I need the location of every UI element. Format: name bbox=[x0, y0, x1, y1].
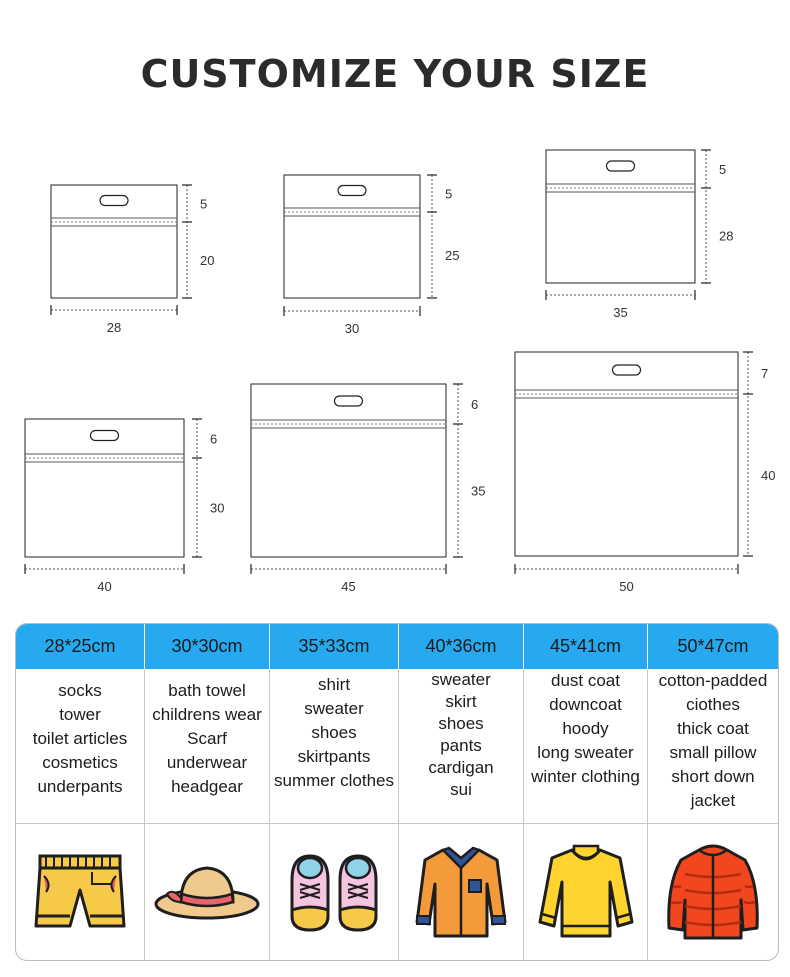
size-header: 35*33cm bbox=[270, 624, 399, 669]
sneakers-icon bbox=[286, 850, 382, 934]
flap-height-label: 6 bbox=[210, 431, 218, 447]
flap-height-label: 5 bbox=[445, 186, 453, 202]
width-label: 30 bbox=[344, 321, 360, 336]
bag-outline bbox=[251, 384, 446, 557]
handle-hole bbox=[338, 186, 366, 196]
icon-cell bbox=[145, 824, 270, 960]
shorts-icon bbox=[32, 850, 128, 934]
bag-outline bbox=[515, 352, 738, 556]
body-height-label: 25 bbox=[445, 248, 460, 263]
icon-cell bbox=[399, 824, 524, 960]
icons-row bbox=[16, 824, 778, 960]
item-text: ciothes bbox=[686, 695, 740, 714]
items-cell bbox=[16, 669, 145, 823]
width-label: 28 bbox=[106, 320, 122, 335]
item-text: summer clothes bbox=[274, 771, 394, 790]
item-text: thick coat bbox=[677, 719, 749, 738]
body-height-label: 35 bbox=[471, 483, 486, 499]
flap-height-label: 5 bbox=[719, 162, 727, 177]
item-text: pants bbox=[440, 736, 482, 755]
handle-hole bbox=[91, 431, 119, 441]
item-text: childrens wear bbox=[152, 705, 262, 724]
item-text: shirt bbox=[317, 675, 351, 694]
shirt-icon bbox=[413, 844, 509, 940]
item-text: underwear bbox=[166, 753, 248, 772]
flap-height-label: 7 bbox=[761, 366, 769, 381]
flap-height-label: 5 bbox=[200, 196, 208, 212]
icon-cell bbox=[524, 824, 648, 960]
item-text: sui bbox=[450, 780, 472, 799]
handle-hole bbox=[335, 396, 363, 406]
item-text: hoody bbox=[562, 719, 609, 738]
items-cell bbox=[648, 669, 778, 823]
item-text: shoes bbox=[311, 723, 357, 742]
item-text: toilet articles bbox=[32, 729, 128, 748]
item-text: winter clothing bbox=[531, 767, 640, 786]
item-text: headgear bbox=[171, 777, 243, 796]
item-text: cosmetics bbox=[42, 753, 118, 772]
sun-hat-icon bbox=[153, 862, 261, 922]
item-text: long sweater bbox=[537, 743, 634, 762]
body-height-label: 28 bbox=[719, 228, 734, 244]
size-header-row bbox=[16, 624, 778, 669]
size-header: 40*36cm bbox=[399, 624, 524, 669]
size-header: 50*47cm bbox=[677, 636, 749, 656]
handle-hole bbox=[613, 365, 641, 375]
size-table bbox=[15, 623, 779, 961]
item-text: skirtpants bbox=[297, 747, 371, 766]
width-label: 35 bbox=[613, 305, 628, 320]
item-text: cardigan bbox=[428, 758, 494, 777]
width-label: 40 bbox=[97, 579, 112, 594]
icon-cell bbox=[648, 824, 778, 960]
items-cell bbox=[399, 669, 524, 823]
item-text: Scarf bbox=[187, 729, 227, 748]
item-text: dust coat bbox=[551, 671, 620, 690]
handle-hole bbox=[607, 161, 635, 171]
item-text: small pillow bbox=[669, 743, 757, 762]
item-text: skirt bbox=[445, 692, 477, 711]
item-text: underpants bbox=[37, 777, 123, 796]
width-label: 45 bbox=[341, 579, 356, 594]
item-text: short down bbox=[671, 767, 755, 786]
items-row bbox=[16, 669, 778, 824]
items-cell bbox=[524, 669, 648, 823]
puffer-jacket-icon bbox=[665, 840, 761, 944]
size-header: 45*41cm bbox=[524, 624, 648, 669]
sweater-icon bbox=[536, 842, 636, 942]
items-cell bbox=[145, 669, 270, 823]
body-height-label: 20 bbox=[200, 253, 215, 268]
item-text: shoes bbox=[438, 714, 484, 733]
item-text: downcoat bbox=[549, 695, 622, 714]
item-text: tower bbox=[59, 705, 101, 724]
flap-height-label: 6 bbox=[471, 397, 479, 412]
items-cell bbox=[270, 669, 399, 823]
item-text: cotton-padded bbox=[658, 671, 768, 690]
icon-cell bbox=[270, 824, 399, 960]
body-height-label: 40 bbox=[761, 468, 776, 483]
body-height-label: 30 bbox=[210, 500, 225, 516]
icon-cell bbox=[16, 824, 145, 960]
page-title: CUSTOMIZE YOUR SIZE bbox=[140, 52, 650, 96]
width-label: 50 bbox=[619, 579, 634, 594]
item-text: sweater bbox=[304, 699, 364, 718]
item-text: sweater bbox=[431, 670, 491, 689]
item-text: bath towel bbox=[168, 681, 246, 700]
handle-hole bbox=[100, 196, 128, 206]
size-header: 28*25cm bbox=[16, 624, 145, 669]
item-text: jacket bbox=[690, 791, 736, 810]
item-text: socks bbox=[58, 681, 102, 700]
size-header: 30*30cm bbox=[145, 624, 270, 669]
